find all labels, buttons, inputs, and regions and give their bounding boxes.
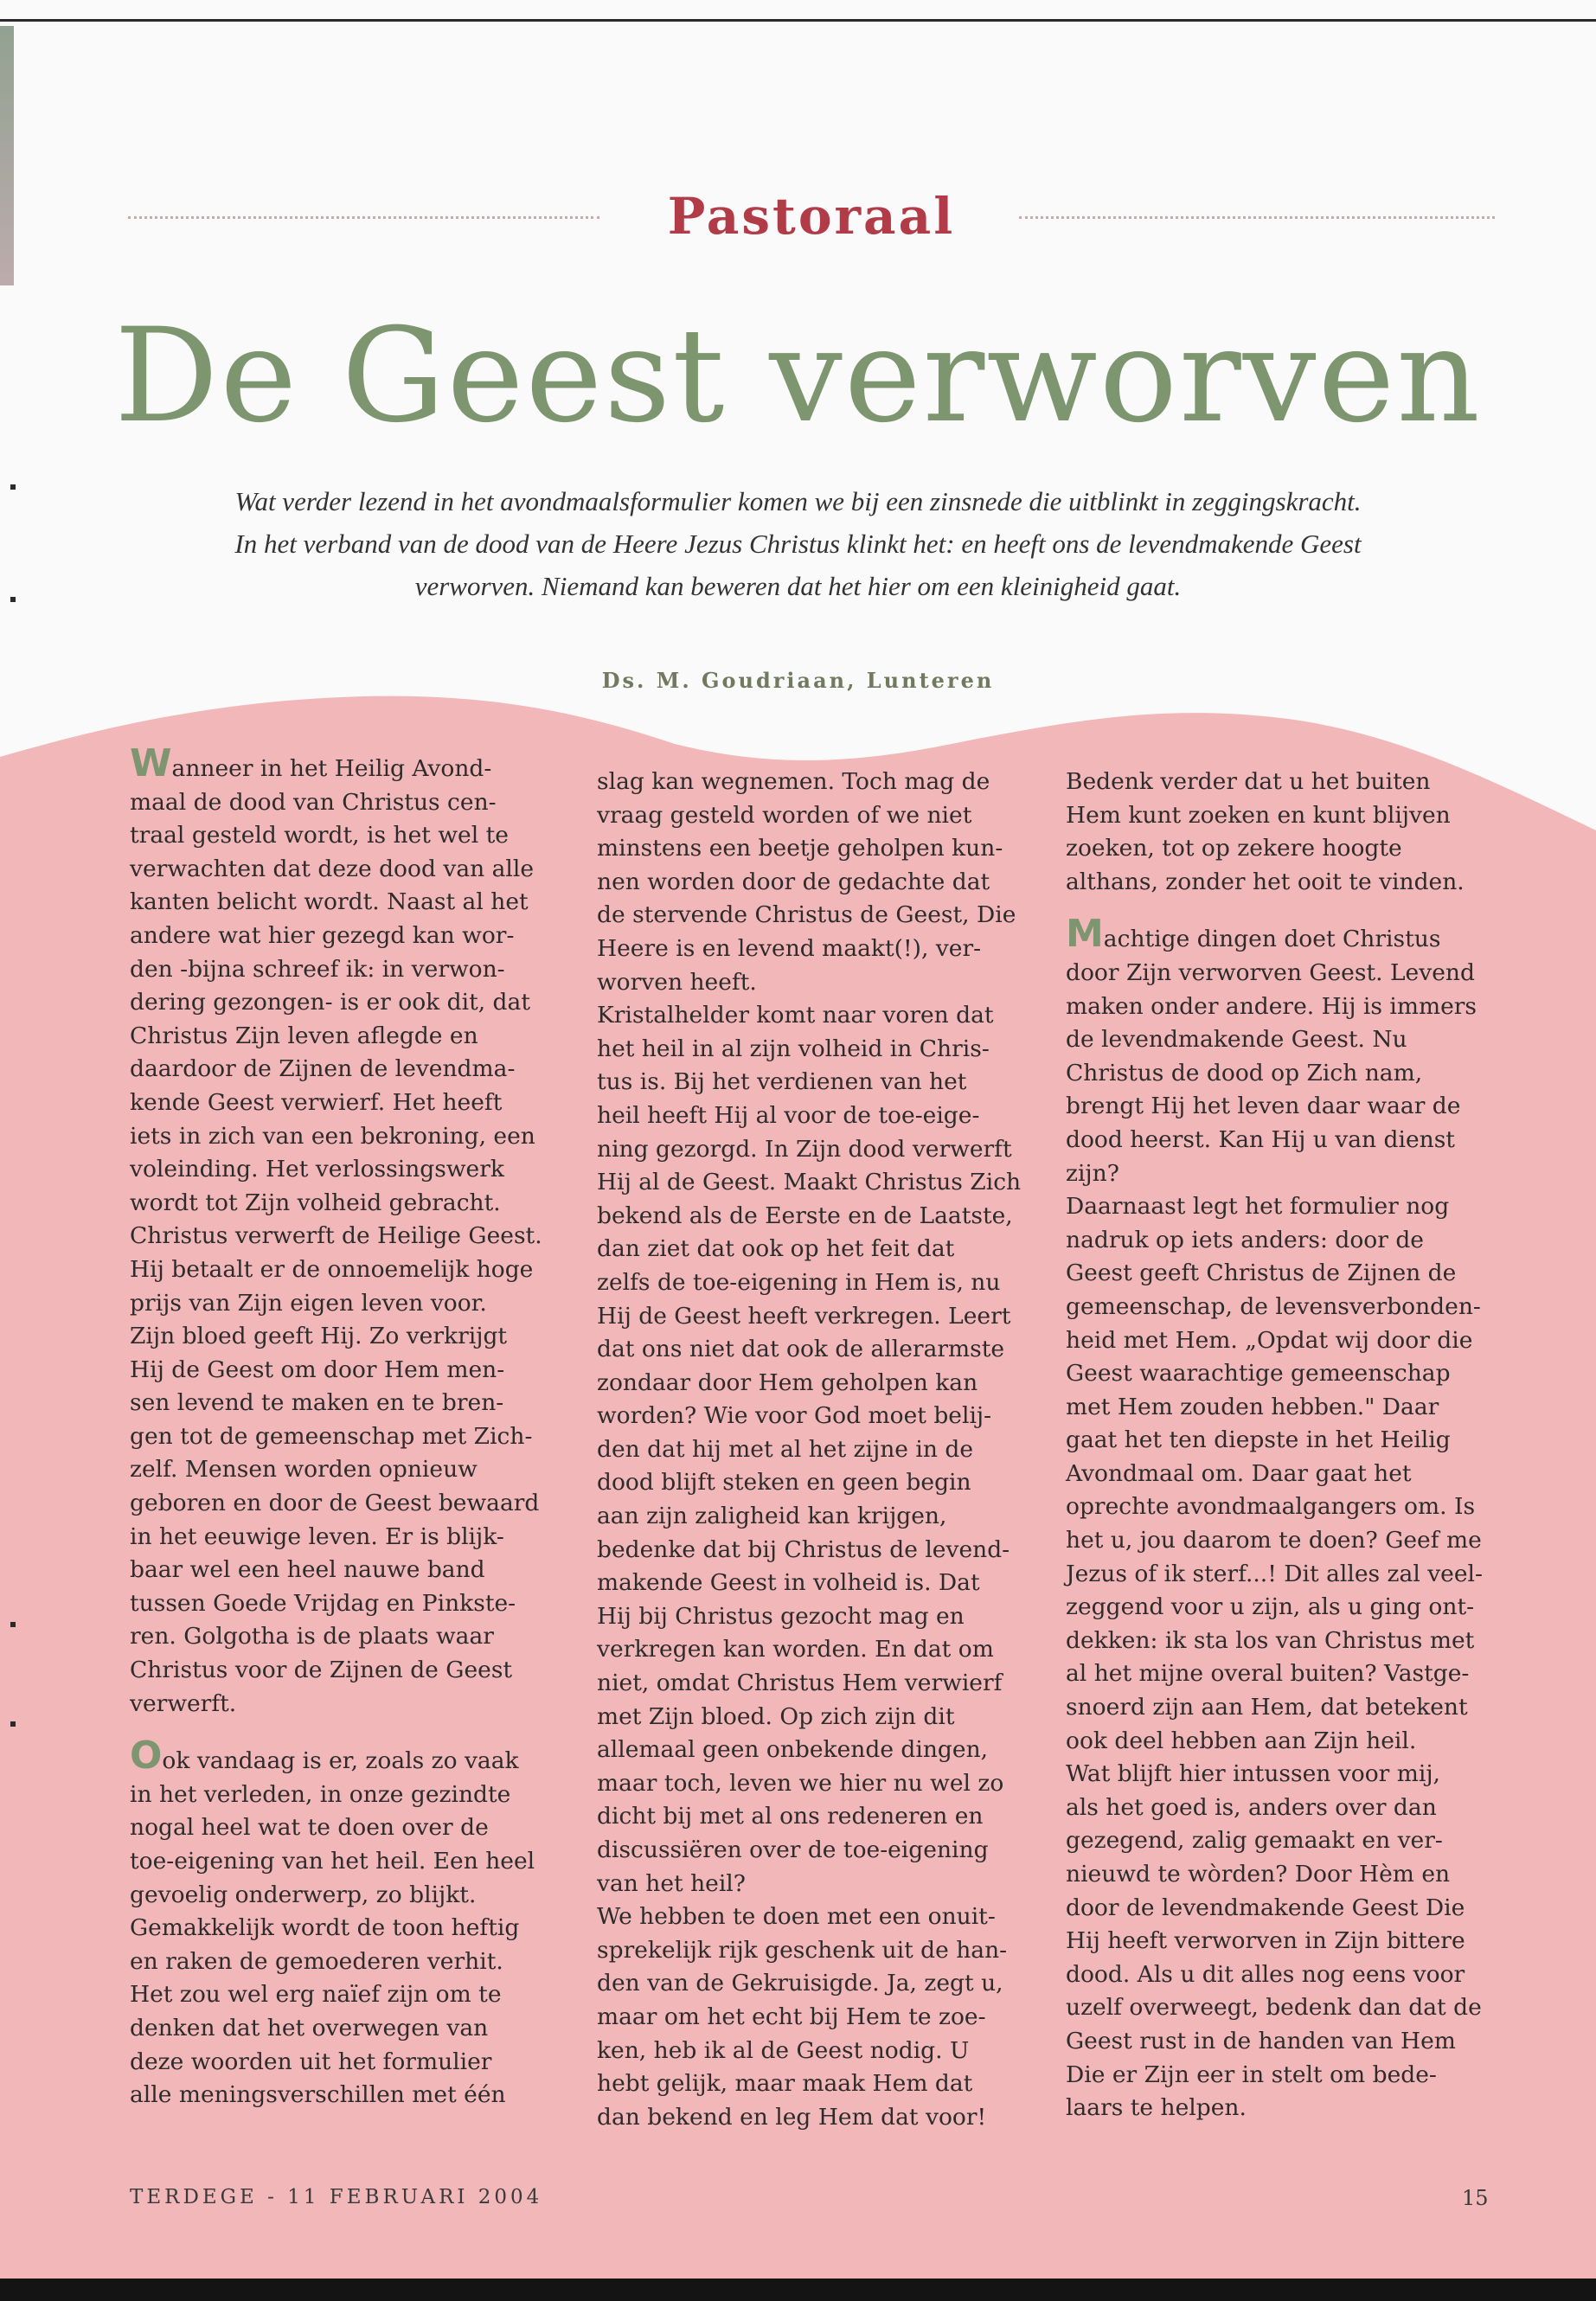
text-line: gen tot de gemeenschap met Zich- [130,1422,533,1450]
text-line: Zijn bloed geeft Hij. Zo verkrijgt [130,1323,508,1350]
paragraph [1066,912,1516,1190]
paragraph [1066,1190,1516,1758]
article-title: De Geest verworven [114,301,1482,452]
text-line: ken, heb ik al de Geest nodig. U [597,2036,970,2064]
text-line: voleinding. Het verlossingswerk [130,1156,504,1183]
text-line: verwerft. [130,1689,237,1717]
footer-publication: TERDEGE - 11 FEBRUARI 2004 [130,2186,543,2208]
byline: Ds. M. Goudriaan, Lunteren [601,668,995,693]
text-line: Hij de Geest om door Hem men- [130,1356,505,1383]
text-line: Geest waarachtige gemeenschap [1066,1360,1451,1388]
text-line: slag kan wegnemen. Toch mag de [597,768,990,795]
edge-mark [10,597,16,602]
text-line: Het zou wel erg naïef zijn om te [130,1981,502,2009]
intro-line: In het verband van de dood van de Heere Jezus Christus klinkt het: en heeft ons de levendmakende Geest [234,529,1362,559]
text-line: hebt gelijk, maar maak Hem dat [597,2070,973,2098]
text-line: Avondmaal om. Daar gaat het [1066,1459,1412,1487]
text-line: dood blijft steken en geen begin [597,1469,971,1497]
text-line: sprekelijk rijk geschenk uit de han- [597,1936,1008,1964]
text-line: gevoelig onderwerp, zo blijkt. [130,1881,477,1908]
text-line: deze woorden uit het formulier [130,2048,492,2075]
article-intro [151,480,1445,607]
text-line: uzelf overweegt, bedenk dan dat de [1066,1994,1482,2022]
text-line: makende Geest in volheid is. Dat [597,1569,980,1597]
text-line: zondaar door Hem geholpen kan [597,1368,978,1396]
page-number: 15 [1462,2186,1489,2210]
text-line: worven heeft. [597,968,757,996]
text-line: Bedenk verder dat u het buiten [1066,768,1431,795]
bottom-rule [0,2279,1596,2301]
text-line: Hij al de Geest. Maakt Christus Zich [597,1169,1022,1196]
text-line: bekend als de Eerste en de Laatste, [597,1202,1013,1229]
text-line: heid met Hem. „Opdat wij door die [1066,1326,1473,1354]
text-line: minstens een beetje geholpen kun- [597,835,1003,862]
text-line: Geest rust in de handen van Hem [1066,2027,1456,2054]
text-line: iets in zich van een bekroning, een [130,1122,535,1150]
text-line: al het mijne overal buiten? Vastge- [1066,1660,1470,1688]
text-line: alle meningsverschillen met één [130,2081,506,2109]
text-line: gaat het ten diepste in het Heilig [1066,1426,1451,1454]
text-line: Jezus of ik sterf...! Dit alles zal veel- [1066,1560,1483,1587]
text-line: Hij bij Christus gezocht mag en [597,1602,965,1630]
text-line: door de levendmakende Geest Die [1066,1894,1465,1921]
drop-cap: O [130,1734,163,1779]
text-line: maar toch, leven we hier nu wel zo [597,1769,1004,1797]
text-line: niet, omdat Christus Hem verwierf [597,1670,1003,1697]
text-line: Christus voor de Zijnen de Geest [130,1657,513,1684]
paragraph [130,1734,549,2112]
section-rubric: Pastoraal [667,187,956,246]
edge-mark [10,484,16,490]
paragraph [597,999,1029,1900]
text-line: allemaal geen onbekende dingen, [597,1736,989,1764]
text-line: tussen Goede Vrijdag en Pinkste- [130,1589,516,1617]
text-line: met Zijn bloed. Op zich zijn dit [597,1702,955,1730]
paragraph [1066,766,1516,899]
text-line: Christus Zijn leven aflegde en [130,1022,478,1049]
text-line: gemeenschap, de levensverbonden- [1066,1292,1481,1320]
text-line: verwachten dat deze dood van alle [130,855,535,882]
text-line: en raken de gemoederen verhit. [130,1947,503,1975]
text-line: het u, jou daarom te doen? Geef me [1066,1527,1482,1554]
text-line: nogal heel wat te doen over de [130,1814,489,1842]
intro-line: Wat verder lezend in het avondmaalsformulier komen we bij een zinsnede die uitblinkt in zeggingskracht. [234,486,1362,516]
article-column-2 [597,766,1029,2134]
text-line: Geest geeft Christus de Zijnen de [1066,1259,1457,1287]
text-line: maal de dood van Christus cen- [130,788,497,816]
text-line: verkregen kan worden. En dat om [597,1636,994,1663]
text-line: kende Geest verwierf. Het heeft [130,1088,503,1116]
text-line: den van de Gekruisigde. Ja, zegt u, [597,1970,1003,1997]
text-line: Hij betaalt er de onnoemelijk hoge [130,1255,534,1283]
text-line: geboren en door de Geest bewaard [130,1490,540,1517]
edge-mark [10,1622,16,1627]
text-line: achtige dingen doet Christus [1103,926,1441,953]
text-line: Christus de dood op Zich nam, [1066,1059,1423,1086]
text-line: zeggend voor u zijn, als u ging ont- [1066,1593,1475,1621]
text-line: discussiëren over de toe-eigening [597,1836,989,1863]
edge-mark [10,1721,16,1727]
text-line: als het goed is, anders over dan [1066,1793,1437,1821]
text-line: nadruk op iets anders: door de [1066,1226,1424,1253]
drop-cap: W [130,741,172,785]
paragraph [1066,1758,1516,2125]
text-line: dood heerst. Kan Hij u van dienst [1066,1125,1455,1153]
paragraph [597,1900,1029,2134]
text-line: zijn? [1066,1159,1119,1187]
text-line: den -bijna schreef ik: in verwon- [130,955,505,983]
text-line: kanten belicht wordt. Naast al het [130,888,529,916]
paragraph [130,741,549,1721]
text-line: in het verleden, in onze gezindte [130,1780,511,1808]
text-line: Heere is en levend maakt(!), ver- [597,934,982,962]
text-line: We hebben te doen met een onuit- [597,1903,996,1931]
text-line: gezegend, zalig gemaakt en ver- [1066,1827,1443,1855]
text-line: ning gezorgd. In Zijn dood verwerft [597,1135,1012,1163]
text-line: door Zijn verworven Geest. Levend [1066,958,1475,986]
text-line: ook deel hebben aan Zijn heil. [1066,1727,1417,1754]
intro-line: verworven. Niemand kan beweren dat het hier om een kleinigheid gaat. [414,571,1182,601]
text-line: dat ons niet dat ook de allerarmste [597,1336,1005,1363]
text-line: Hem kunt zoeken en kunt blijven [1066,801,1451,829]
text-line: ok vandaag is er, zoals zo vaak [162,1747,519,1775]
text-line: Kristalhelder komt naar voren dat [597,1002,994,1029]
text-line: Hij de Geest heeft verkregen. Leert [597,1302,1011,1330]
text-line: maar om het echt bij Hem te zoe- [597,2003,986,2030]
text-line: maken onder andere. Hij is immers [1066,992,1477,1020]
text-line: zelfs de toe-eigening in Hem is, nu [597,1268,1001,1296]
text-line: dering gezongen- is er ook dit, dat [130,989,530,1016]
text-line: het heil in al zijn volheid in Chris- [597,1035,990,1062]
text-line: dicht bij met al ons redeneren en [597,1803,984,1830]
text-line: de levendmakende Geest. Nu [1066,1026,1407,1054]
text-line: nieuwd te wòrden? Door Hèm en [1066,1861,1451,1888]
text-line: heil heeft Hij al voor de toe-eige- [597,1101,980,1129]
text-line: zoeken, tot op zekere hoogte [1066,835,1402,862]
text-line: Gemakkelijk wordt de toon heftig [130,1914,520,1942]
text-line: Die er Zijn eer in stelt om bede- [1066,2061,1437,2088]
text-line: dan bekend en leg Hem dat voor! [597,2103,987,2131]
text-line: toe-eigening van het heil. Een heel [130,1848,535,1875]
text-line: vraag gesteld worden of we niet [597,801,972,829]
drop-cap: M [1066,912,1104,957]
text-line: laars te helpen. [1066,2094,1247,2122]
rubric-row [128,182,1495,251]
text-line: van het heil? [597,1869,746,1897]
text-line: denken dat het overwegen van [130,2014,489,2041]
text-line: dan ziet dat ook op het feit dat [597,1235,955,1263]
text-line: Daarnaast legt het formulier nog [1066,1193,1450,1221]
text-line: den dat hij met al het zijne in de [597,1435,973,1463]
text-line: met Hem zouden hebben." Daar [1066,1393,1439,1420]
text-line: brengt Hij het leven daar waar de [1066,1093,1461,1120]
text-line: ren. Golgotha is de plaats waar [130,1623,494,1650]
text-line: sen levend te maken en te bren- [130,1389,504,1417]
text-line: in het eeuwige leven. Er is blijk- [130,1522,504,1550]
text-line: Hij heeft verworven in Zijn bittere [1066,1927,1465,1955]
text-line: dood. Als u dit alles nog eens voor [1066,1960,1465,1988]
text-line: traal gesteld wordt, is het wel te [130,822,509,849]
article-column-1 [130,741,549,2112]
text-line: tus is. Bij het verdienen van het [597,1068,967,1096]
text-line: althans, zonder het ooit te vinden. [1066,868,1465,895]
text-line: zelf. Mensen worden opnieuw [130,1456,478,1484]
rubric-right-rule [1019,216,1495,219]
text-line: wordt tot Zijn volheid gebracht. [130,1189,501,1216]
text-line: anneer in het Heilig Avond- [171,755,492,782]
text-line: baar wel een heel nauwe band [130,1556,485,1584]
article-column-3 [1066,766,1516,2125]
text-line: de stervende Christus de Geest, Die [597,901,1016,929]
text-line: bedenke dat bij Christus de levend- [597,1535,1010,1563]
text-line: prijs van Zijn eigen leven voor. [130,1289,487,1317]
text-line: andere wat hier gezegd kan wor- [130,921,515,949]
text-line: worden? Wie voor God moet belij- [597,1402,992,1430]
text-line: snoerd zijn aan Hem, dat betekent [1066,1694,1468,1721]
paragraph [597,766,1029,999]
text-line: nen worden door de gedachte dat [597,868,990,895]
top-rule [0,19,1596,22]
text-line: daardoor de Zijnen de levendma- [130,1055,516,1083]
text-line: aan zijn zaligheid kan krijgen, [597,1503,947,1530]
edge-strip [0,26,14,285]
text-line: oprechte avondmaalgangers om. Is [1066,1493,1476,1521]
text-line: dekken: ik sta los van Christus met [1066,1626,1475,1654]
text-line: Christus verwerft de Heilige Geest. [130,1222,542,1250]
text-line: Wat blijft hier intussen voor mij, [1066,1760,1440,1788]
